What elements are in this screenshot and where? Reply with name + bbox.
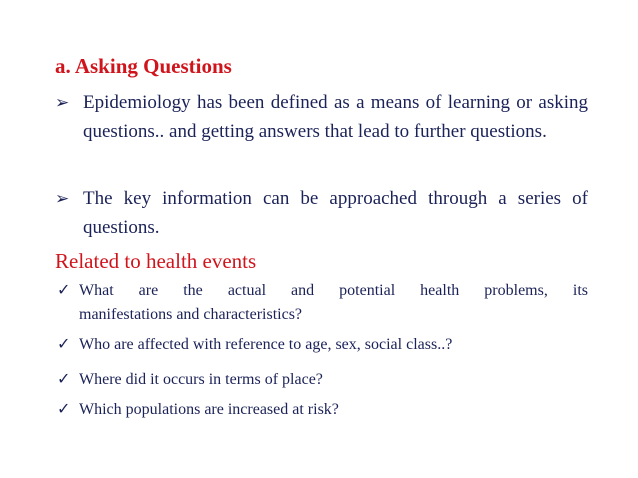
arrow-bullet-icon: ➢ xyxy=(55,93,70,112)
slide-title: a. Asking Questions xyxy=(55,54,232,78)
checkmark-icon: ✓ xyxy=(57,282,71,299)
check-item: ✓ Which populations are increased at risk? xyxy=(57,398,588,422)
arrow-bullet-icon: ➢ xyxy=(55,189,70,208)
checkmark-icon: ✓ xyxy=(57,401,71,418)
check-item: ✓ Who are affected with reference to age, sex, social class..? xyxy=(57,333,588,357)
check-item: ✓ Where did it occurs in terms of place? xyxy=(57,368,588,392)
checkmark-icon: ✓ xyxy=(57,371,71,388)
bullet-item: ➢ Epidemiology has been defined as a means of learning or asking questions.. and getting answers that lead to further questions. xyxy=(55,88,588,146)
checkmark-icon: ✓ xyxy=(57,336,71,353)
bullet-item: ➢ The key information can be approached through a series of questions. xyxy=(55,184,588,242)
check-item: ✓ What are the actual and potential health problems, its manifestations and characteristics? xyxy=(57,279,588,327)
subheading: Related to health events xyxy=(55,249,257,273)
